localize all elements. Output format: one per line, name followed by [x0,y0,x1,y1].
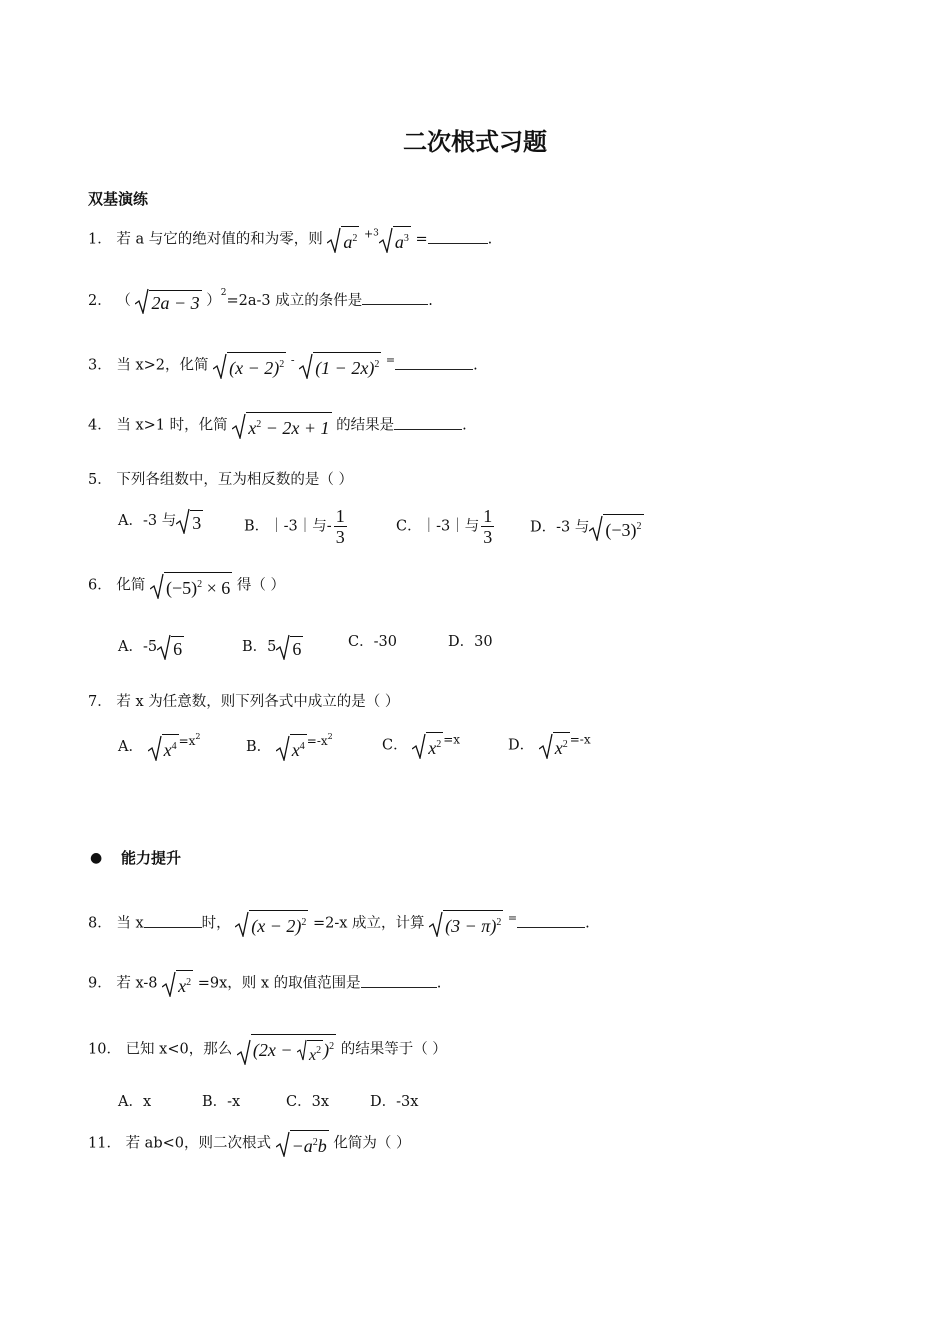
sqrt-x4: $x^4$ [276,734,307,761]
question-number: 10． [88,1041,121,1058]
question-text: 当 x>2，化简 [116,357,209,374]
question-10: 10． 已知 x<0，那么 (2x − $x^2$ )$^2$ 的结果等于（ ） [88,1034,447,1065]
question-number: 2． [88,293,112,309]
page-title: 二次根式习题 [403,128,547,156]
question-text: 若 a 与它的绝对值的和为零，则 [116,231,323,248]
question-number: 1． [88,231,112,248]
equals-sign: = [415,231,428,248]
answer-blank[interactable] [144,915,202,928]
sqrt-neg5-squared-times-6: $(-5)^2 \times 6$ [150,572,232,599]
option-5c[interactable]: C．｜-3｜与 $\frac{1}{3}$ [396,506,493,547]
cbrt-a-cubed: $a^3$ [379,226,411,253]
answer-blank[interactable] [517,915,585,928]
option-5b[interactable]: B．｜-3｜与- $\frac{1}{3}$ [244,506,345,547]
plus-sign: + [363,227,374,241]
sqrt-1-minus-2x-squared: $(1 - 2x)^2$ [299,352,381,379]
question-4: 4． 当 x>1 时，化简 $x^2 - 2x + 1$ 的结果是 . [88,412,467,439]
sqrt-neg3-squared: $(-3)^2$ [589,514,643,541]
question-number: 7． [88,694,112,710]
option-10b[interactable]: B．-x [202,1094,241,1110]
sqrt-2a-minus-3: 2a − 3 [135,288,201,314]
question-7 [88,694,399,711]
question-number: 3． [88,357,112,374]
option-5d[interactable]: D．-3 与 $(-3)^2$ [530,514,644,541]
question-11: 11． 若 ab<0，则二次根式 $-a^2b$ 化简为（ ） [88,1130,410,1157]
question-6: 6． 化简 $(-5)^2 \times 6$ 得（ ） [88,572,285,599]
sqrt-x-minus-2-squared: $(x - 2)^2$ [213,352,286,379]
sqrt-6: 6 [157,634,184,660]
sqrt-a-squared: $a^2$ [327,226,359,253]
option-10c[interactable]: C．3x [286,1094,329,1110]
answer-blank[interactable] [361,975,437,988]
option-5a[interactable]: A．-3 与 3 [118,508,203,534]
question-number: 9． [88,975,112,992]
question-number: 6． [88,577,112,594]
sqrt-x-minus-2-squared: $(x - 2)^2$ [235,910,308,937]
question-5 [88,472,353,489]
option-10d[interactable]: D．-3x [370,1094,419,1110]
option-7c[interactable]: C． $x^2$ $^{=x}$ [382,732,461,758]
sqrt-2x-minus-sqrt-x2-squared: (2x − $x^2$ )$^2$ [237,1034,336,1065]
fraction-one-third: $\frac{1}{3}$ [335,506,345,547]
section-heading-basic: 双基演练 [88,190,149,208]
answer-blank[interactable] [428,231,488,244]
question-text: 若 x 为任意数，则下列各式中成立的是（ ） [116,694,400,710]
sqrt-x4: $x^4$ [148,734,179,761]
question-number: 8． [88,915,112,932]
answer-blank[interactable] [394,417,462,430]
question-2: 2． （ 2a − 3 ）$^2$=2a-3 成立的条件是 . [88,288,433,313]
question-number: 4． [88,417,112,434]
question-text: 已知 x<0，那么 [125,1041,233,1058]
sqrt-neg-a2-b: $-a^2b$ [276,1130,329,1157]
section-heading-advanced: 能力提升 [121,849,182,867]
bullet-icon: ● [90,850,103,866]
sqrt-x2: $x^2$ [412,732,443,759]
fraction-one-third: $\frac{1}{3}$ [483,506,493,547]
answer-blank[interactable] [362,292,428,305]
question-9: 9． 若 x-8 $x^2$ =9x，则 x 的取值范围是 . [88,970,441,997]
sqrt-x2-minus-2x-plus-1: $x^2 - 2x + 1$ [232,412,331,439]
option-7d[interactable]: D． $x^2$ $^{=-x}$ [508,732,591,758]
question-text: =2a-3 成立的条件是 [226,293,363,309]
question-3: 3． 当 x>2，化简 $(x - 2)^2$ - $(1 - 2x)^2$ = . [88,353,478,378]
option-7b[interactable]: B． $x^4$ $^{=-x2}$ [246,732,333,760]
sqrt-x2: $x^2$ [539,732,570,759]
question-text: 下列各组数中，互为相反数的是（ ） [116,472,353,488]
question-1: 1． 若 a 与它的绝对值的和为零，则 $a^2$ $^{+3}$ $a^3$ = . [88,227,493,252]
question-number: 11． [88,1135,121,1152]
option-10a[interactable]: A．x [118,1094,152,1110]
sqrt-6: 6 [276,634,303,660]
question-text: 若 x-8 [116,975,158,992]
question-text: 当 x>1 时，化简 [116,417,228,434]
option-7a[interactable]: A． $x^4$ $^{=x2}$ [118,732,201,760]
question-number: 5． [88,472,112,488]
question-8: 8． 当 x 时， $(x - 2)^2$ =2-x 成立，计算 $(3 - \pi)^2$ = . [88,911,590,936]
sqrt-3-minus-pi-squared: $(3 - \pi)^2$ [429,910,503,937]
option-6d[interactable]: D．30 [448,634,493,650]
question-text: 当 x [116,915,144,932]
option-6a[interactable]: A．-5 6 [118,634,184,660]
option-6c[interactable]: C．-30 [348,634,397,650]
sqrt-x2: $x^2$ [162,970,193,997]
option-6b[interactable]: B．5 6 [242,634,303,660]
answer-blank[interactable] [395,357,473,370]
question-text: 若 ab<0，则二次根式 [125,1135,271,1152]
question-text: 化简 [116,577,146,594]
sqrt-3: 3 [176,508,203,534]
